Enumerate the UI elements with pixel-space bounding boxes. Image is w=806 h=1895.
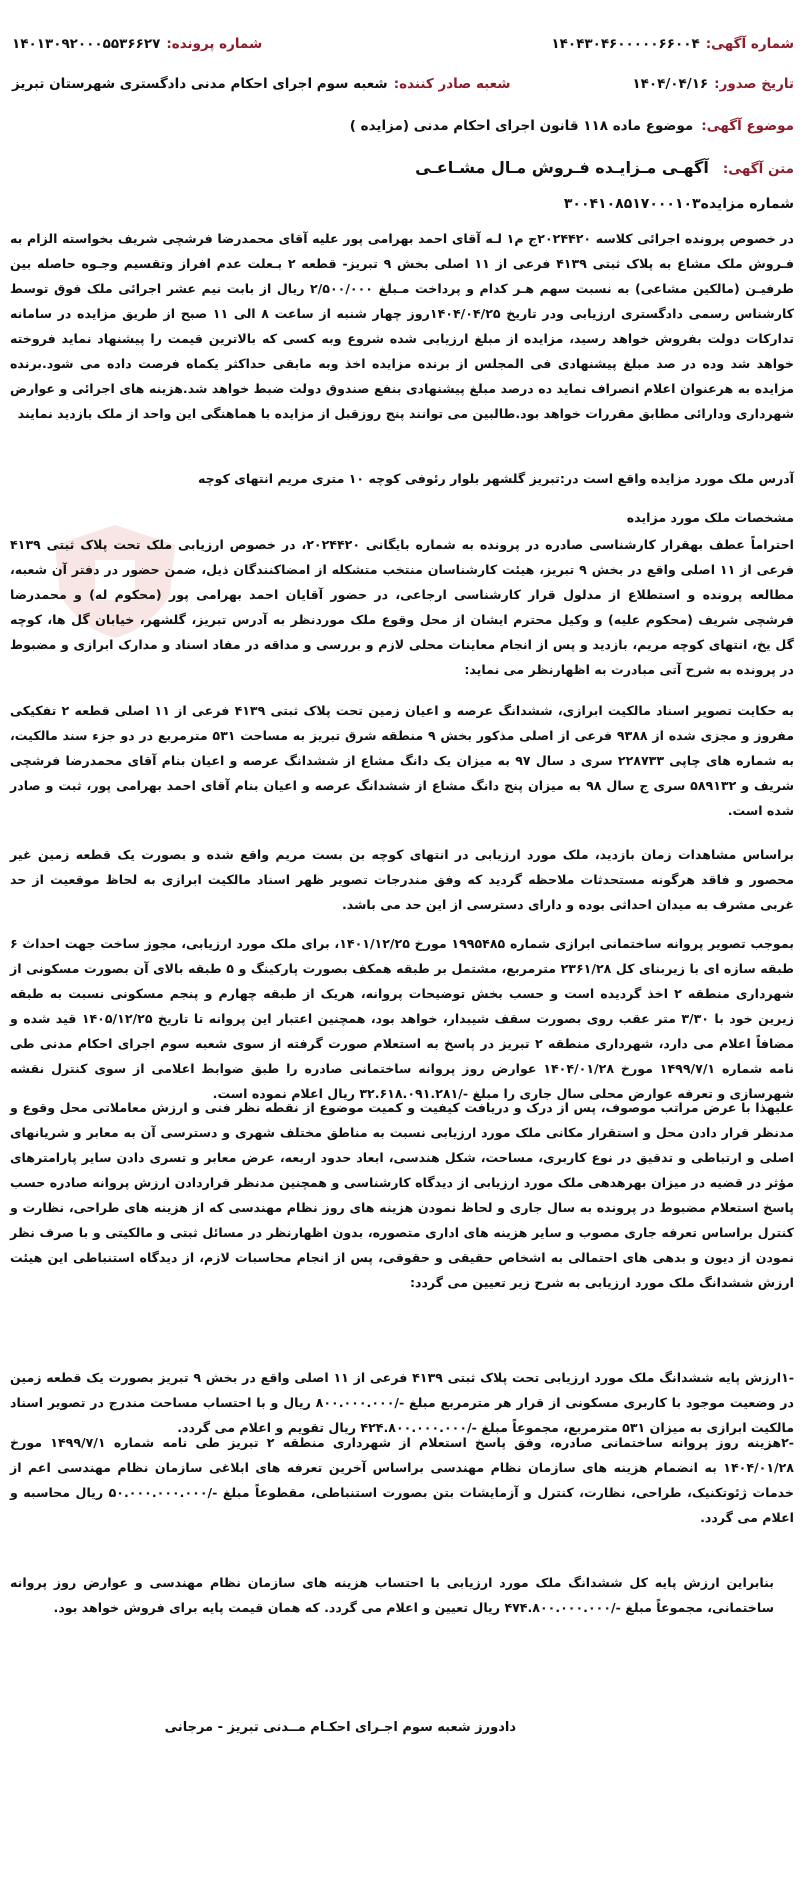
notice-title: آگهـی مـزایـده فـروش مـال مشـاعـی — [415, 158, 709, 177]
paragraph-item-1: -۱ارزش پایه ششدانگ ملک مورد ارزیابی تحت پلاک ثبتی ۴۱۳۹ فرعی از ۱۱ اصلی واقع در بخش ۹ تبریز بصورت یک قطعه زمین در وضعیت موجود با کاربری مسکونی از قرار هر مترمربع مبلغ -/۸۰۰.۰۰۰.۰۰۰ ریال و با احتساب مساحت مندرج در تصویر اسناد مالکیت ابرازی به میزان ۵۳۱ مترمربع، مجموعاً مبلغ -/۴۲۴.۸۰۰.۰۰۰.۰۰۰ ریال تقویم و اعلام می گردد. — [10, 1370, 795, 1435]
auction-number: شماره مزایده۳۰۰۴۱۰۸۵۱۷۰۰۰۱۰۳ — [563, 196, 794, 212]
paragraph-total-value: بنابراین ارزش پایه کل ششدانگ ملک مورد ارزیابی با احتساب هزینه های سازمان نظام مهندسی و عوارض روز پروانه ساختمانی، مجموعاً مبلغ -/۴۷۴.۸۰۰.۰۰۰.۰۰۰ ریال تعیین و اعلام می گردد. که همان قیمت پایه برای فروش خواهد بود. — [10, 1575, 774, 1615]
paragraph-item-2: -۲هزینه روز پروانه ساختمانی صادره، وفق پاسخ استعلام از شهرداری منطقه ۲ تبریز طی نامه شماره ۱۴۹۹/۷/۱ مورخ ۱۴۰۴/۰۱/۲۸ به انضمام هزینه های سازمان نظام مهندسی براساس آخرین تعرفه های ابلاغی سازمان نظام مهندسی اعم از خدمات ژئوتکنیک، طراحی، نظارت، کنترل و آزمایشات بتن بصورت استنباطی، مقطوعاً مبلغ -/۵۰.۰۰۰.۰۰۰.۰۰۰ ریال محاسبه و اعلام می گردد. — [10, 1435, 794, 1525]
header-row-issuer — [12, 76, 794, 92]
case-number-value: ۱۴۰۱۳۰۹۲۰۰۰۵۵۳۶۶۲۷ — [12, 36, 161, 52]
paragraph-intro: در خصوص پرونده اجرائی کلاسه ۲۰۲۴۴۲۰ج م۱ لـه آقای احمد بهرامی پور علیه آقای محمدرضا فرشچی شریف بخواسته الزام به فـروش ملک مشاع به پلاک ثبتی ۴۱۳۹ فرعی از ۱۱ اصلی بخش ۹ تبریز- قطعه ۲ بـعلت عدم افراز وتقسیم وجـوه حاصله بین طرفیـن (مالکین مشاعی) به نسبت سهم هـر کدام و پرداخت مـبلغ ۲/۵۰۰/۰۰۰ ریال از بابت نیم عشر اجرائی ملک فوق توسط کارشناس رسمی دادگستری ارزیابی ودر تاریخ ۱۴۰۴/۰۴/۲۵روز چهار شنبه از ساعت ۸ الی ۱۱ صبح از طریق مزایده در سامانه تدارکات دولت بفروش خواهد رسید، مزایده از مبلغ ارزیابی شده شروع وبه کسی که بالاترین قیمت را پیشنهاد نماید فروخته خواهد شد وده در صد مبلغ پیشنهادی فی المجلس از برنده مزایده اخذ وبه مابقی حداکثر یکماه فرصت داده می شود.برنده مزایده به هرعنوان اعلام انصراف نماید ده درصد مبلغ پیشنهادی بنفع صندوق دولت ضبط خواهد شد.هزینه های اجرائی و عوارض شهرداری ودارائی مطابق مقررات خواهد بود.طالبین می توانند پنج روزقبل از مزایده با هماهنگی این واحد از ملک بازدید نمایند — [10, 231, 794, 421]
ad-number-value: ۱۴۰۴۳۰۴۶۰۰۰۰۰۶۶۰۰۴ — [551, 36, 700, 52]
issue-date — [632, 76, 794, 92]
paragraph-site-visit: براساس مشاهدات زمان بازدید، ملک مورد ارزیابی در انتهای کوچه بن بست مریم واقع شده و بصورت یک قطعه زمین غیر محصور و فاقد هرگونه مستحدثات ملاحظه گردید که وفق مندرجات تصویر ظهر اسناد مالکیت ابرازی به لحاظ موقعیت از حد غربی مشرف به میدان احداثی بوده و دارای دسترسی از این حد می باشد. — [10, 847, 794, 912]
issue-date-label: تاریخ صدور: — [714, 76, 794, 92]
issuer — [12, 76, 511, 92]
issue-date-value: ۱۴۰۴/۰۴/۱۶ — [632, 76, 709, 92]
case-number — [12, 36, 262, 52]
ad-number-label: شماره آگهی: — [705, 36, 794, 52]
paragraph-building-permit: بموجب تصویر پروانه ساختمانی ابرازی شماره ۱۹۹۵۴۸۵ مورخ ۱۴۰۱/۱۲/۲۵، برای ملک مورد ارزیابی، مجوز ساخت جهت احداث ۶ طبقه سازه ای با زیربنای کل ۲۳۶۱/۲۸ مترمربع، مشتمل بر طبقه همکف بصورت پارکینگ و ۵ طبقه بالای آن بصورت مسکونی از شهرداری منطقه ۲ اخذ گردیده است و حسب بخش توضیحات پروانه، هریک از طبقه چهارم و پنجم مسکونی نسبت به طبقه زیرین خود با ۳/۳۰ متر عقب روی بصورت سقف شیبدار، خواهد بود، همچنین اعتبار این پروانه تا تاریخ ۱۴۰۵/۱۲/۲۵ قید شده و مضافاً اعلام می دارد، شهرداری منطقه ۲ تبریز در پاسخ به استعلام صورت گرفته از سوی شعبه سوم اجرای احکام مدنی طی نامه شماره ۱۴۹۹/۷/۱ مورخ ۱۴۰۴/۰۱/۲۸ عوارض روز پروانه ساختمانی صادره را طبق ضوابط اعلامی از سوی کنترل نقشه شهرسازی و تعرفه عوارض محلی سال جاری را مبلغ -/۳۲.۶۱۸.۰۹۱.۲۸۱ ریال اعلام نموده است. — [10, 936, 794, 1101]
header-row-numbers — [12, 36, 794, 52]
issuer-label: شعبه صادر کننده: — [393, 76, 511, 92]
text-label: متن آگهی: — [722, 161, 794, 177]
paragraph-expert-intro: احتراماً عطف بهقرار کارشناسی صادره در پرونده به شماره بایگانی ۲۰۲۴۴۲۰، در خصوص ارزیابی ملک تحت پلاک ثبتی ۴۱۳۹ فرعی از ۱۱ اصلی واقع در بخش ۹ تبریز، هیئت کارشناسان منتخب متشکله از امضاکنندگان ذیل، ضمن حضور در دفتر آن شعبه، مطالعه پرونده و استطلاع از مدلول قرار کارشناسی ارجاعی، در حضور آقایان احمد بهرامی پور (محکوم له) و محمدرضا فرشچی شریف (محکوم علیه) و وکیل محترم ایشان از محل وقوع ملک موردنظر به آدرس تبریز، گلشهر، خیابان گل ها، کوچه گل یخ، انتهای کوچه مریم، بازدید و پس از انجام معاینات محلی لازم و بررسی و مداقه در مفاد اسناد و مدارک ابرازی و مضبوط در پرونده به شرح آتی مبادرت به اظهارنظر می نماید: — [10, 537, 794, 677]
paragraph-valuation-basis: علیهذا با عرض مراتب موصوف، پس از درک و دریافت کیفیت و کمیت موضوع از نقطه نظر فنی و ارزش معاملاتی محل وقوع و مدنظر قرار دادن محل و استقرار مکانی ملک مورد ارزیابی نسبت به مناطق مختلف شهری و دسترسی آن به معابر و شریانهای اصلی و ارتباطی و تدقیق در نوع کاربری، مساحت، شکل هندسی، ابعاد حدود اربعه، عرض معابر و تسری دادن سایر پارامترهای مؤثر در قضیه در میزان بهرهدهی ملک مورد ارزیابی از دیدگاه کارشناسی و همچنین مدنظر قراردادن ارزش پروانه صادره حسب پاسخ استعلام مضبوط در پرونده به سال جاری و لحاظ نمودن هزینه های روز نظام مهندسی که از هزینه های طراحی، نظارت و کنترل براساس تعرفه جاری مصوب و سایر هزینه های اداری متصوره، بدون اظهارنظر در مسائل ثبتی و مالکیتی و با صرف نظر نمودن از دیون و بدهی های احتمالی به اشخاص حقیقی و حقوقی، پس از انجام محاسبات لازم، از دیدگاه استنباطی این هیئت ارزش ششدانگ ملک مورد ارزیابی به شرح زیر تعیین می گردد: — [10, 1100, 794, 1290]
text-line — [415, 158, 794, 177]
specs-heading: مشخصات ملک مورد مزایده — [626, 510, 794, 525]
signature-line: دادورز شعبه سوم اجـرای احکـام مــدنی تبریز - مرجانی — [164, 1720, 516, 1735]
issuer-value: شعبه سوم اجرای احکام مدنی دادگستری شهرستان تبریز — [12, 76, 388, 92]
case-number-label: شماره پرونده: — [166, 36, 263, 52]
subject-line — [350, 118, 794, 134]
subject-label: موضوع آگهی: — [701, 118, 794, 134]
paragraph-ownership: به حکایت تصویر اسناد مالکیت ابرازی، ششدانگ عرصه و اعیان زمین تحت پلاک ثبتی ۴۱۳۹ فرعی از ۱۱ اصلی قطعه ۲ تفکیکی مفروز و مجزی شده از ۹۳۸۸ فرعی از اصلی مذکور بخش ۹ منطقه شرق تبریز به مساحت ۵۳۱ مترمربع در دو جزء سند مالکیت، به شماره های چاپی ۲۲۸۷۳۳ سری د سال ۹۷ به میزان یک دانگ مشاع از ششدانگ عرصه و اعیان بنام آقای محمدرضا فرشچی شریف و ۵۸۹۱۳۲ سری ج سال ۹۸ به میزان پنج دانگ مشاع از ششدانگ عرصه و اعیان بنام آقای احمد بهرامی پور، ثبت و صادر شده است. — [10, 703, 795, 818]
ad-number — [551, 36, 794, 52]
property-address: آدرس ملک مورد مزایده واقع است در:تبریز گلشهر بلوار رئوفی کوچه ۱۰ متری مریم انتهای کوچه — [197, 471, 794, 486]
subject-value: موضوع ماده ۱۱۸ قانون اجرای احکام مدنی (مزایده ) — [349, 118, 694, 134]
